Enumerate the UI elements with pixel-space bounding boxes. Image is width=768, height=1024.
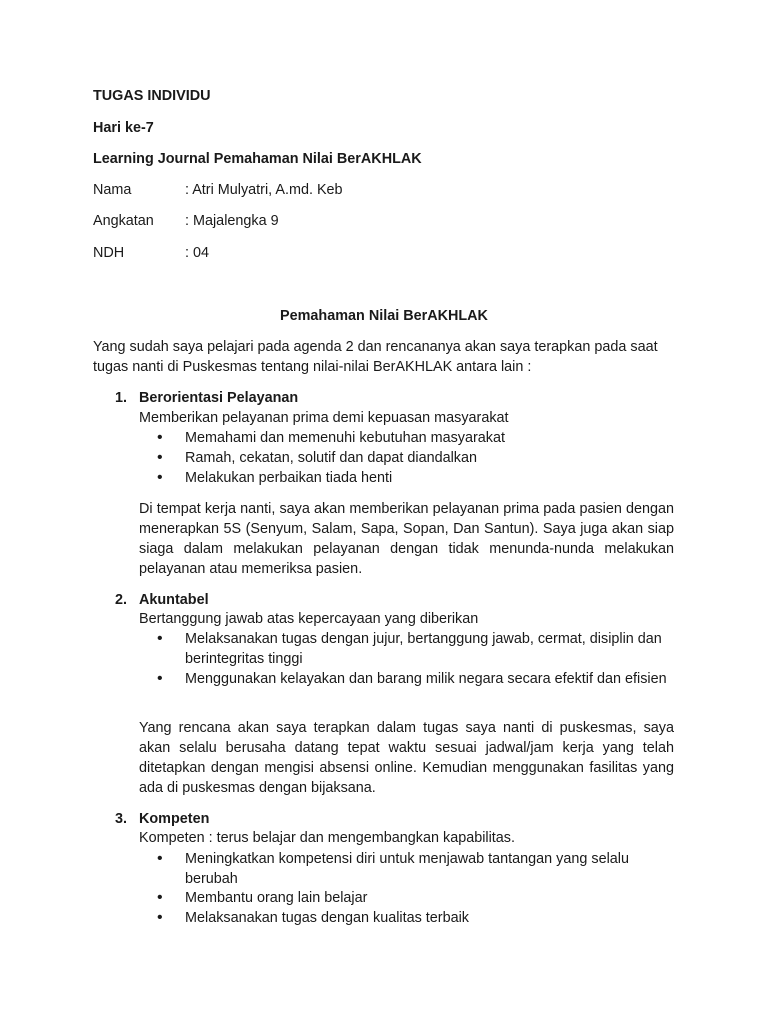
nama-label: Nama (93, 182, 132, 198)
section-3-bullet-1: Meningkatkan kompetensi diri untuk menjawab tantangan yang selalu berubah (185, 851, 629, 887)
section-1-title: Berorientasi Pelayanan (139, 390, 299, 406)
document-title: TUGAS INDIVIDU (93, 88, 211, 104)
angkatan-value: : Majalengka 9 (185, 213, 279, 229)
section-2-title: Akuntabel (139, 592, 209, 608)
section-1-bullet-2: Ramah, cekatan, solutif dan dapat diandalkan (185, 450, 478, 466)
section-1-paragraph: Di tempat kerja nanti, saya akan memberikan pelayanan prima pada pasien dengan menerapkan 5S (Senyum, Salam, Sapa, Sopan, Dan Santun). Saya juga akan siap siaga dalam melakukan pelayanan dengan tidak menunda-nunda melakukan pelayanan atau memeriksa pasien. (139, 501, 674, 577)
section-3-description: Kompeten : terus belajar dan mengembangkan kapabilitas. (139, 830, 515, 846)
section-3-number: 3. (115, 811, 128, 827)
section-1-number: 1. (115, 390, 128, 406)
section-1-bullet-3: Melakukan perbaikan tiada henti (185, 470, 393, 486)
day-label: Hari ke-7 (93, 120, 154, 136)
bullet-icon: • (157, 469, 163, 486)
journal-title: Learning Journal Pemahaman Nilai BerAKHLAK (93, 151, 422, 167)
ndh-label: NDH (93, 245, 125, 261)
section-2-bullet-1: Melaksanakan tugas dengan jujur, bertanggung jawab, cermat, disiplin dan berintegritas tinggi (185, 631, 662, 667)
bullet-icon: • (157, 850, 163, 867)
ndh-value: : 04 (185, 245, 210, 261)
section-1-description: Memberikan pelayanan prima demi kepuasan masyarakat (139, 410, 509, 426)
section-2-number: 2. (115, 592, 128, 608)
angkatan-label: Angkatan (93, 213, 154, 229)
bullet-icon: • (157, 449, 163, 466)
section-2-description: Bertanggung jawab atas kepercayaan yang diberikan (139, 611, 479, 627)
section-3-bullet-2: Membantu orang lain belajar (185, 890, 368, 906)
section-1-bullet-1: Memahami dan memenuhi kebutuhan masyarakat (185, 430, 505, 446)
section-3-title: Kompeten (139, 811, 210, 827)
section-3-bullet-3: Melaksanakan tugas dengan kualitas terbaik (185, 910, 469, 926)
section-heading: Pemahaman Nilai BerAKHLAK (280, 308, 488, 324)
bullet-icon: • (157, 670, 163, 687)
bullet-icon: • (157, 909, 163, 926)
bullet-icon: • (157, 630, 163, 647)
section-2-paragraph: Yang rencana akan saya terapkan dalam tugas saya nanti di puskesmas, saya akan selalu berusaha datang tepat waktu sesuai jadwal/jam kerja yang telah ditetapkan dengan mengisi absensi online. Kemudian menggunakan fasilitas yang ada di puskesmas dengan bijaksana. (139, 720, 674, 796)
bullet-icon: • (157, 429, 163, 446)
nama-value: : Atri Mulyatri, A.md. Keb (185, 182, 343, 198)
section-2-bullet-2: Menggunakan kelayakan dan barang milik negara secara efektif dan efisien (185, 671, 667, 687)
bullet-icon: • (157, 889, 163, 906)
intro-paragraph: Yang sudah saya pelajari pada agenda 2 dan rencananya akan saya terapkan pada saat tugas nanti di Puskesmas tentang nilai-nilai BerAKHLAK antara lain : (93, 339, 658, 375)
